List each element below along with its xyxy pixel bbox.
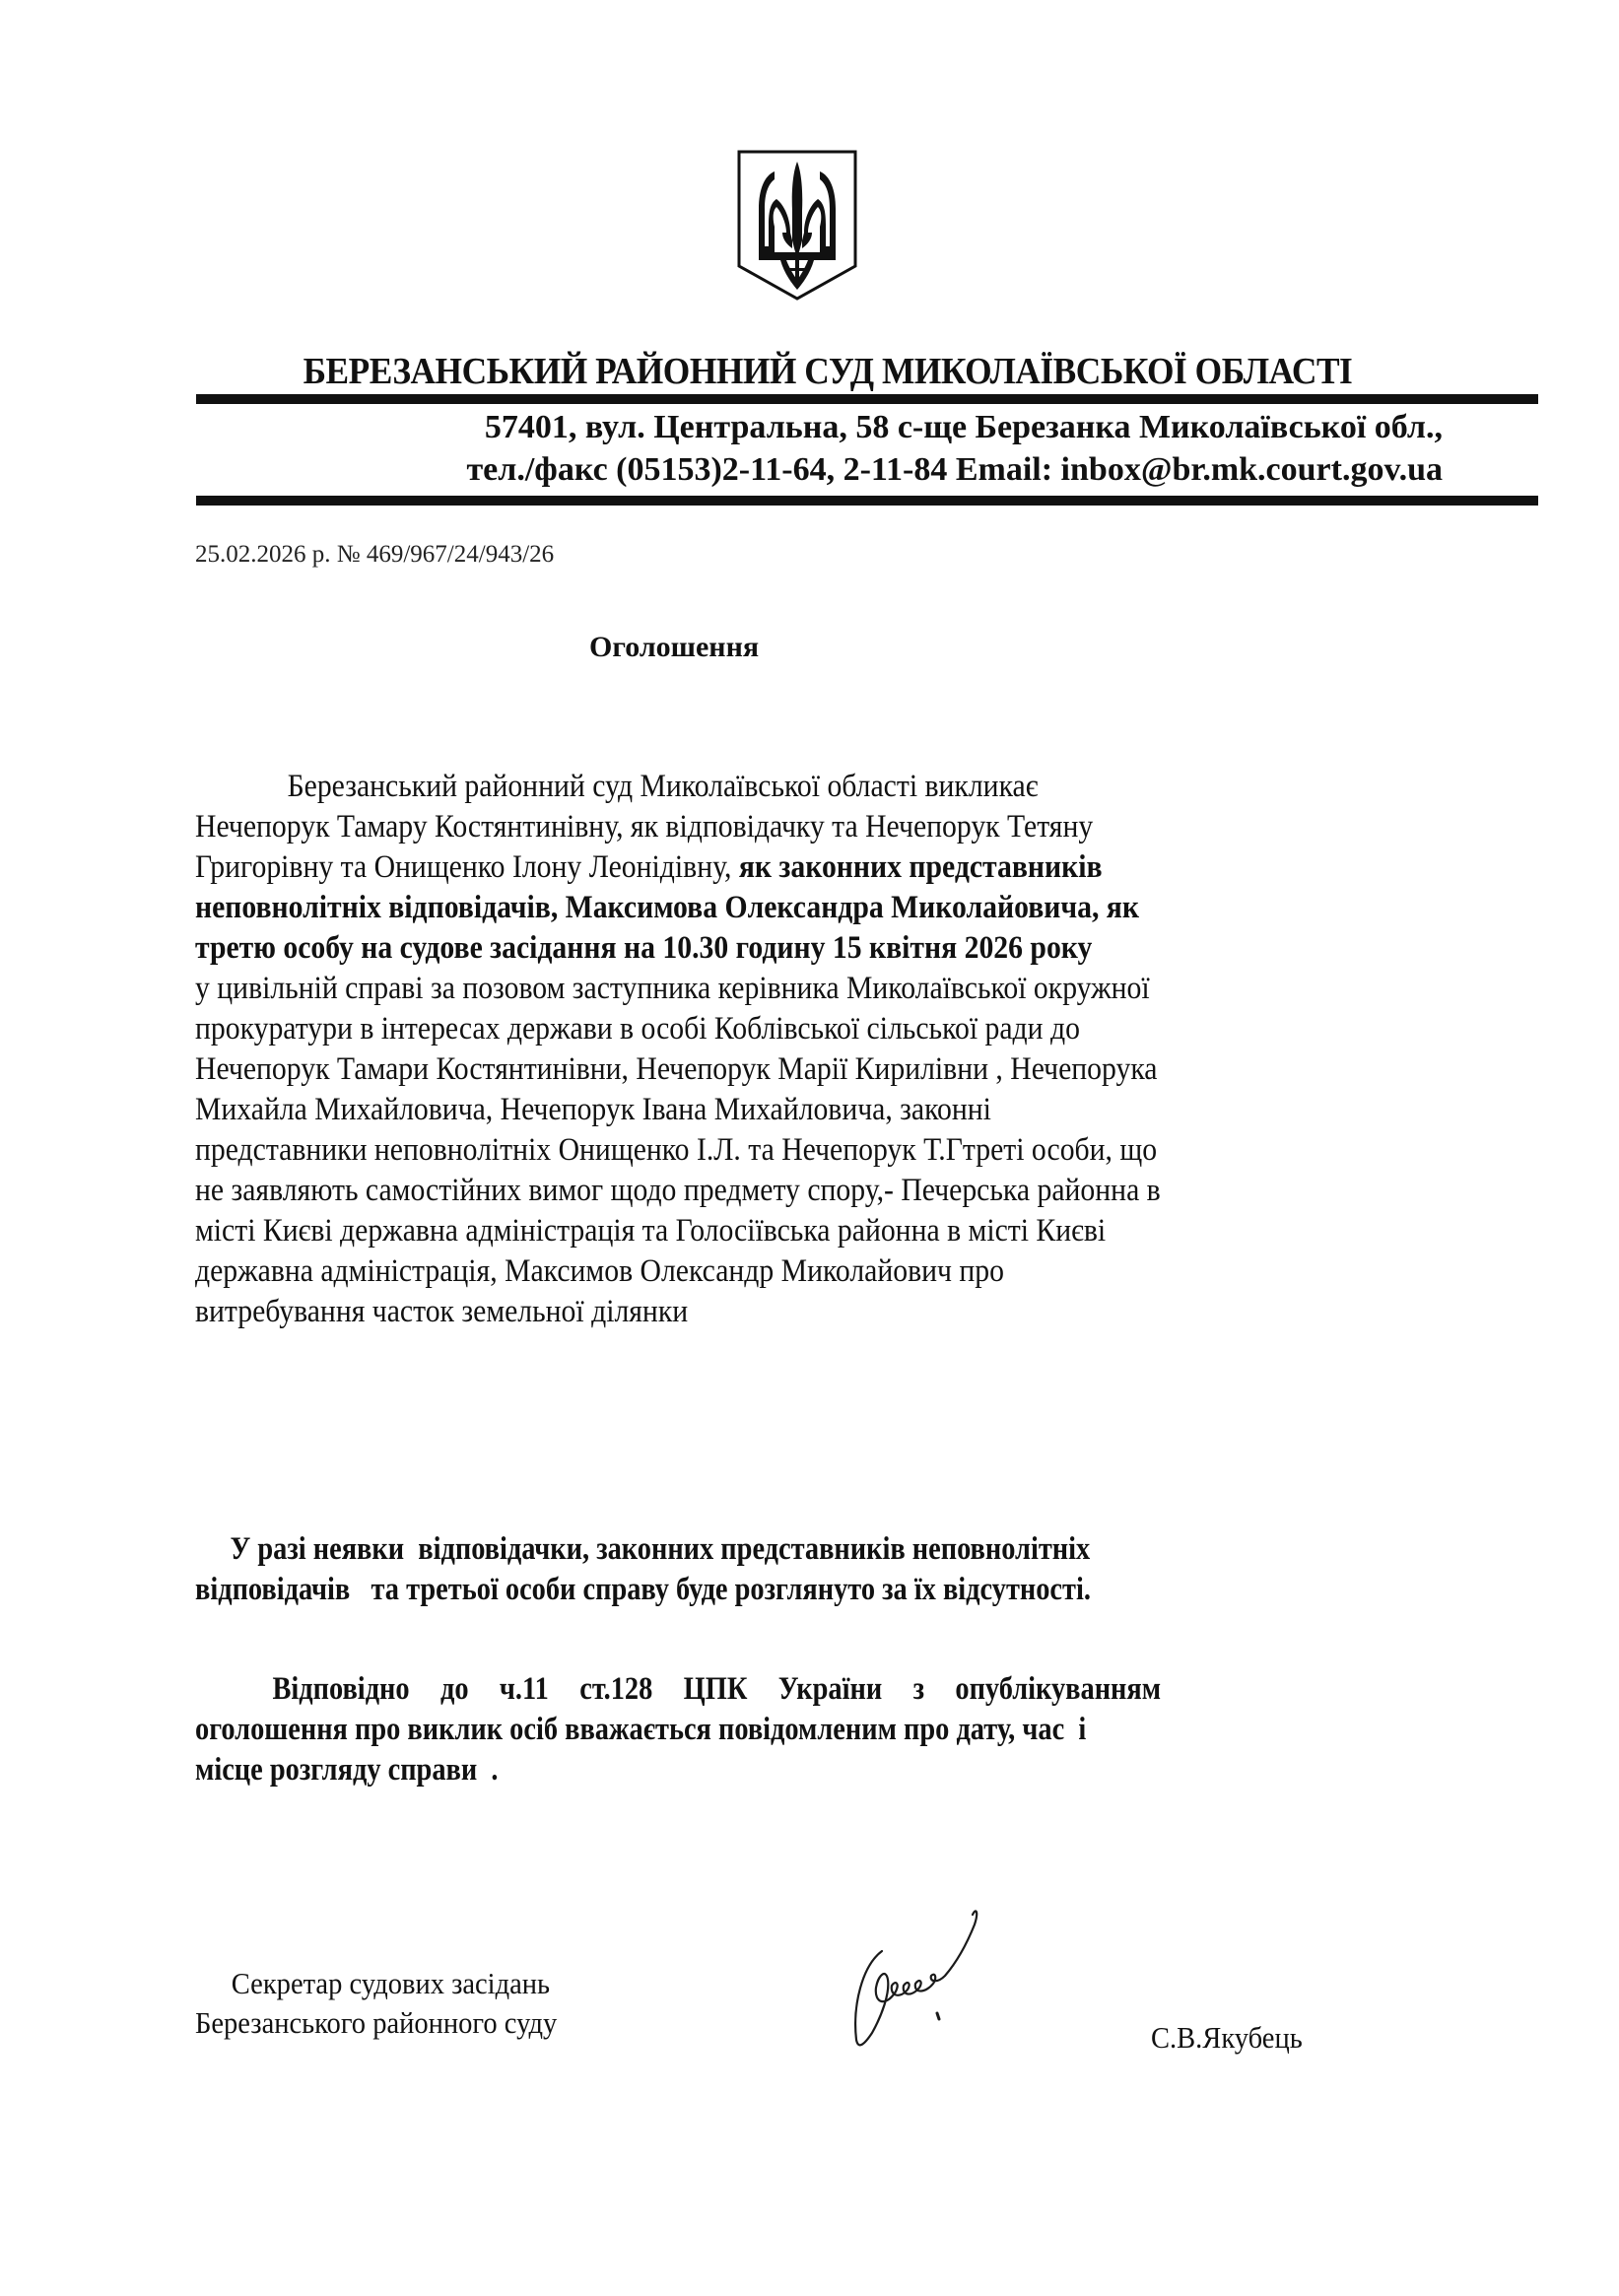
line-text: Григорівну та Онищенко Ілону Леонідівну, <box>195 849 739 885</box>
paragraph-line: оголошення про виклик осіб вважається повідомленим про дату, час і <box>195 1712 1087 1747</box>
paragraph-line <box>195 847 1375 888</box>
signatory-position <box>195 1964 588 2043</box>
trident-coat-of-arms-icon <box>737 150 857 301</box>
paragraph-line <box>195 1090 1375 1130</box>
position-line: Секретар судових засідань <box>231 1966 551 2000</box>
line-text: у цивільній справі за позовом заступника керівника Миколаївської окружної <box>195 971 1150 1006</box>
document-title: Оголошення <box>589 631 760 663</box>
paragraph-line <box>195 807 1375 847</box>
line-text: Нечепорук Тамару Костянтинівну, як відповідачку та Нечепорук Тетяну <box>195 809 1094 844</box>
court-name: БЕРЕЗАНСЬКИЙ РАЙОННИЙ СУД МИКОЛАЇВСЬКОЇ ОБЛАСТІ <box>303 351 1353 392</box>
paragraph-line <box>195 1009 1375 1049</box>
line-text: Нечепорук Тамари Костянтинівни, Нечепорук Марії Кирилівни , Нечепорука <box>195 1051 1158 1087</box>
signatory-name: С.В.Якубець <box>1151 2020 1303 2055</box>
announcement-paragraph <box>195 767 1506 1332</box>
line-text: не заявляють самостійних вимог щодо предмету спору,- Печерська районна в <box>195 1173 1161 1208</box>
paragraph-line <box>195 1211 1375 1251</box>
line-text: Михайла Михайловича, Нечепорук Івана Михайловича, законні <box>195 1092 991 1127</box>
paragraph-line <box>195 1171 1375 1211</box>
line-text-bold: неповнолітніх відповідачів, Максимова Олександра Миколайовича, як <box>195 890 1139 925</box>
line-text: місті Києві державна адміністрація та Голосіївська районна в місті Києві <box>195 1213 1107 1249</box>
line-text-bold: як законних представників <box>738 849 1103 885</box>
line-text: державна адміністрація, Максимов Олександр Миколайович про <box>195 1253 1004 1289</box>
header-divider-top <box>196 394 1538 404</box>
court-contacts: тел./факс (05153)2-11-64, 2-11-84 Email: inbox@br.mk.court.gov.ua <box>466 451 1443 488</box>
paragraph-line: місце розгляду справи . <box>195 1752 499 1788</box>
line-text: Березанський районний суд Миколаївської області викликає <box>287 769 1039 804</box>
document-reference: 25.02.2026 р. № 469/967/24/943/26 <box>195 541 555 568</box>
paragraph-line <box>195 969 1375 1009</box>
court-address: 57401, вул. Центральна, 58 с-ще Березанка Миколаївської обл., <box>484 409 1443 445</box>
position-line: Березанського районного суду <box>195 2005 558 2040</box>
paragraph-line <box>195 1251 1375 1292</box>
paragraph-line <box>195 928 1375 969</box>
line-text-bold: третю особу на судове засідання на 10.30 годину 15 квітня 2026 року <box>195 930 1093 966</box>
handwritten-signature <box>843 1897 1099 2055</box>
header-divider-bottom <box>196 496 1538 506</box>
absence-notice-paragraph <box>195 1529 1506 1610</box>
paragraph-line <box>195 1049 1375 1090</box>
line-text: витребування часток земельної ділянки <box>195 1294 689 1329</box>
paragraph-line <box>195 767 1375 807</box>
line-text: прокуратури в інтересах держави в особі Коблівської сільської ради до <box>195 1011 1080 1047</box>
paragraph-line <box>195 1130 1375 1171</box>
paragraph-line: У разі неявки відповідачки, законних представників неповнолітніх <box>195 1531 1091 1567</box>
legal-basis-paragraph <box>195 1669 1506 1790</box>
line-text: представники неповнолітніх Онищенко І.Л. та Нечепорук Т.Гтреті особи, що <box>195 1132 1158 1168</box>
paragraph-line: Відповідно до ч.11 ст.128 ЦПК України з опублікуванням <box>195 1671 1162 1707</box>
paragraph-line: відповідачів та третьої особи справу буде розглянуто за їх відсутності. <box>195 1572 1091 1607</box>
paragraph-line <box>195 1292 1375 1332</box>
paragraph-line <box>195 888 1375 928</box>
